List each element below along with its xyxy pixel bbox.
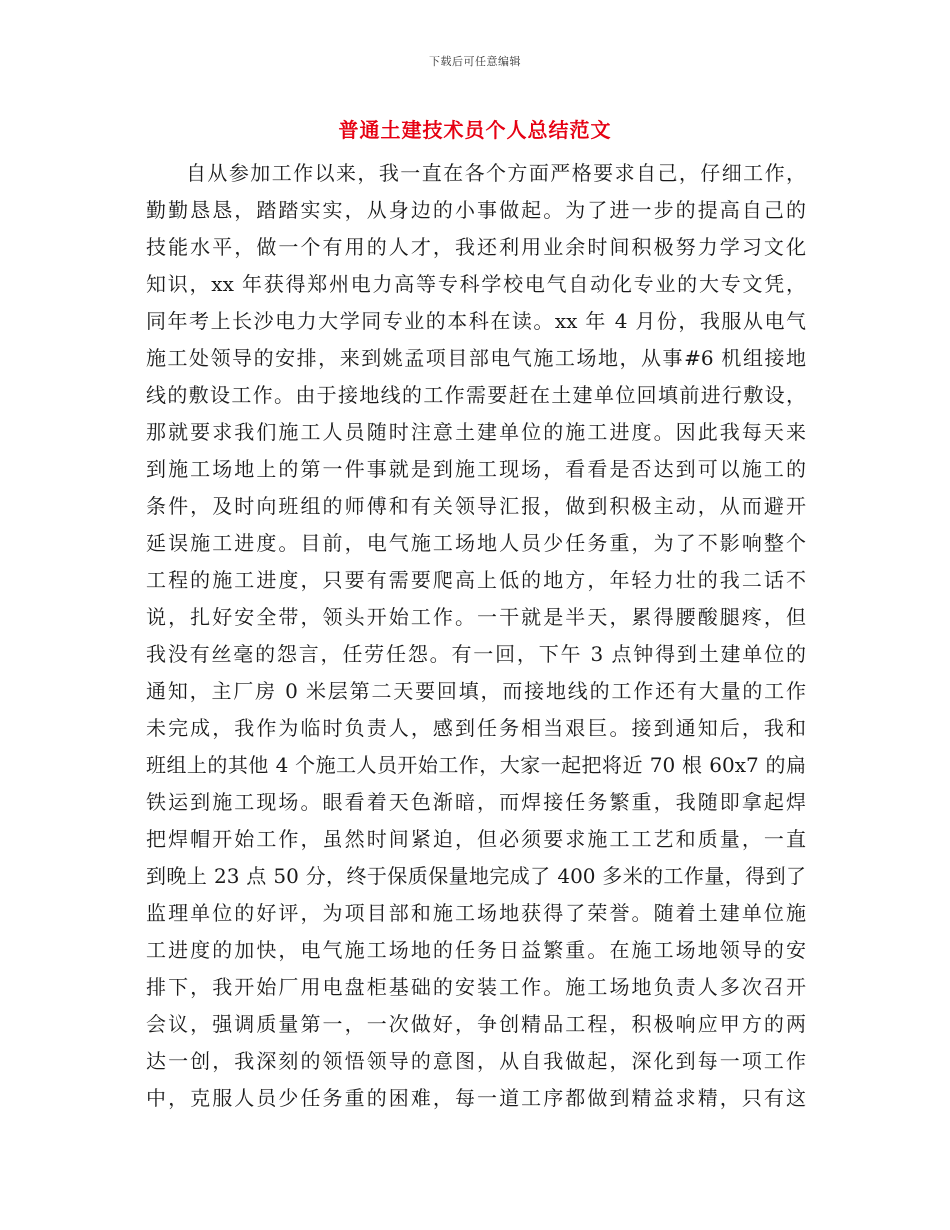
paragraph-line: 监理单位的好评，为项目部和施工场地获得了荣誉。随着土建单位施 bbox=[146, 901, 806, 925]
paragraph-line: 勤勤恳恳，踏踏实实，从身边的小事做起。为了进一步的提高自己的 bbox=[146, 198, 806, 222]
paragraph-line: 延误施工进度。目前，电气施工场地人员少任务重，为了不影响整个 bbox=[146, 531, 806, 555]
paragraph-line: 会议，强调质量第一，一次做好，争创精品工程，积极响应甲方的两 bbox=[146, 1012, 806, 1036]
paragraph-line: 达一创，我深刻的领悟领导的意图，从自我做起，深化到每一项工作 bbox=[146, 1049, 806, 1073]
paragraph-line: 工程的施工进度，只要有需要爬高上低的地方，年轻力壮的我二话不 bbox=[146, 568, 806, 592]
paragraph-line: 工进度的加快，电气施工场地的任务日益繁重。在施工场地领导的安 bbox=[146, 938, 806, 962]
paragraph-line: 到晚上 23 点 50 分，终于保质保量地完成了 400 多米的工作量，得到了 bbox=[146, 864, 806, 888]
paragraph-line: 中，克服人员少任务重的困难，每一道工序都做到精益求精，只有这 bbox=[146, 1086, 806, 1110]
document-title: 普通土建技术员个人总结范文 bbox=[338, 118, 612, 142]
paragraph-line: 通知，主厂房 0 米层第二天要回填，而接地线的工作还有大量的工作 bbox=[146, 679, 806, 703]
paragraph-line: 条件，及时向班组的师傅和有关领导汇报，做到积极主动，从而避开 bbox=[146, 494, 806, 518]
paragraph-line: 未完成，我作为临时负责人，感到任务相当艰巨。接到通知后，我和 bbox=[146, 716, 806, 740]
body-paragraph bbox=[146, 155, 806, 1117]
paragraph-line: 把焊帽开始工作，虽然时间紧迫，但必须要求施工工艺和质量，一直 bbox=[146, 827, 806, 851]
paragraph-line: 到施工场地上的第一件事就是到施工现场，看看是否达到可以施工的 bbox=[146, 457, 806, 481]
paragraph-line: 那就要求我们施工人员随时注意土建单位的施工进度。因此我每天来 bbox=[146, 420, 806, 444]
paragraph-line: 知识，xx 年获得郑州电力高等专科学校电气自动化专业的大专文凭， bbox=[146, 272, 806, 296]
paragraph-line: 班组上的其他 4 个施工人员开始工作，大家一起把将近 70 根 60x7 的扁 bbox=[146, 753, 806, 777]
paragraph-line: 自从参加工作以来，我一直在各个方面严格要求自己，仔细工作， bbox=[186, 161, 806, 185]
paragraph-line: 线的敷设工作。由于接地线的工作需要赶在土建单位回填前进行敷设， bbox=[146, 383, 806, 407]
header-note: 下载后可任意编辑 bbox=[429, 55, 521, 68]
paragraph-line: 技能水平，做一个有用的人才，我还利用业余时间积极努力学习文化 bbox=[146, 235, 806, 259]
paragraph-line: 我没有丝毫的怨言，任劳任怨。有一回，下午 3 点钟得到土建单位的 bbox=[146, 642, 806, 666]
paragraph-line: 说，扎好安全带，领头开始工作。一干就是半天，累得腰酸腿疼，但 bbox=[146, 605, 806, 629]
paragraph-line: 排下，我开始厂用电盘柜基础的安装工作。施工场地负责人多次召开 bbox=[146, 975, 806, 999]
paragraph-line: 同年考上长沙电力大学同专业的本科在读。xx 年 4 月份，我服从电气 bbox=[146, 309, 806, 333]
paragraph-line: 施工处领导的安排，来到姚孟项目部电气施工场地，从事#6 机组接地 bbox=[146, 346, 806, 370]
paragraph-line: 铁运到施工现场。眼看着天色渐暗，而焊接任务繁重，我随即拿起焊 bbox=[146, 790, 806, 814]
